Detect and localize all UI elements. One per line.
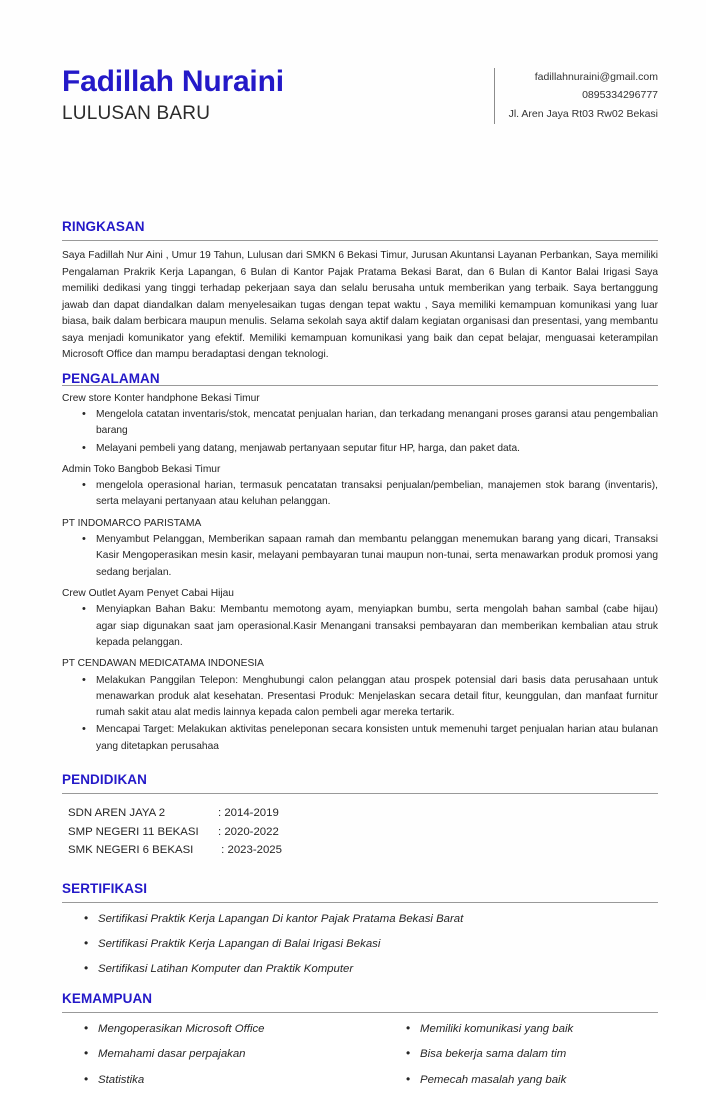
section-certification [62, 880, 658, 976]
section-education [62, 771, 658, 859]
education-divider [62, 793, 658, 794]
list-item: • Sertifikasi Praktik Kerja Lapangan di Balai Irigasi Bekasi [84, 939, 658, 950]
header-identity [62, 58, 284, 124]
education-years: : 2023-2025 [218, 844, 282, 857]
skills-divider [62, 1012, 658, 1013]
section-title-education: PENDIDIKAN [62, 772, 148, 788]
section-title-summary: RINGKASAN [62, 219, 145, 234]
contact-email: fadillahnuraini@gmail.com [534, 71, 658, 83]
contact-list [509, 68, 658, 124]
section-title-skills: KEMAMPUAN [62, 990, 153, 1006]
education-heading-row [62, 771, 658, 791]
section-title-certification: SERTIFIKASI [62, 880, 148, 896]
experience-company: Crew store Konter handphone Bekasi Timur [62, 392, 260, 404]
experience-company: PT INDOMARCO PARISTAMA [62, 517, 202, 529]
section-experience [62, 370, 658, 755]
list-item: • Memahami dasar perpajakan [84, 1049, 360, 1060]
education-row [68, 823, 658, 841]
section-summary [62, 218, 658, 364]
candidate-title: LULUSAN BARU [62, 102, 211, 124]
list-item: • Sertifikasi Latihan Komputer dan Praktik Komputer [84, 964, 658, 975]
experience-entry [62, 516, 658, 581]
certification-heading-row [62, 880, 658, 900]
skills-list-left [62, 1024, 360, 1086]
experience-entry [62, 462, 658, 511]
skills-column-right [360, 1024, 658, 1100]
resume-header [62, 58, 658, 154]
list-item: • mengelola operasional harian, termasuk pencatatan transaksi penjualan/pembelian, manajemen stok barang (inventaris), serta melayani pertanyaan atau keluhan pelanggan. [82, 478, 658, 511]
list-item: • Pemecah masalah yang baik [406, 1075, 658, 1086]
list-item: • Mencapai Target: Melakukan aktivitas peneleponan secara konsisten untuk memenuhi target penjualan harian atau bulanan yang ditetapkan perusahaa [82, 722, 658, 755]
education-row [68, 804, 658, 822]
list-item: • Sertifikasi Praktik Kerja Lapangan Di kantor Pajak Pratama Bekasi Barat [84, 914, 658, 925]
education-list [68, 804, 658, 859]
education-row [68, 841, 658, 859]
experience-duty-list [62, 407, 658, 457]
list-item: • Mengoperasikan Microsoft Office [84, 1024, 360, 1035]
education-school: SDN AREN JAYA 2 [68, 807, 166, 820]
list-item: • Menyiapkan Bahan Baku: Membantu memotong ayam, menyiapkan bumbu, serta mengolah bahan sambal (cabe hijau) agar siap digunakan saat jam operasional.Kasir Menangani transaksi pembayaran dan memberikan kembalian atau struk kepada pelanggan. [82, 602, 658, 651]
experience-heading-row [62, 370, 658, 390]
summary-text: Saya Fadillah Nur Aini , Umur 19 Tahun, Lulusan dari SMKN 6 Bekasi Timur, Jurusan Akuntansi Layanan Perbankan, Saya memiliki Pengalaman Prakrik Kerja Lapangan, 6 Bulan di Kantor Pajak Pratama Bekasi Barat, dan 6 Bulan di Kantor Balai Irigasi Saya memiliki dedikasi yang tinggi terhadap pekerjaan saya dan selalu berusaha untuk memberikan yang terbaik. Saya bertanggung jawab dan dapat diandalkan dalam menyelesaikan tugas dengan tepat waktu , Saya memiliki kemampuan komunikasi yang luar biasa, baik dalam berbicara maupun menulis. Selama sekolah saya aktif dalam kegiatan organisasi dan presentasi, yang membantu saya menjadi komunikator yang efektif. Memiliki kemampuan komunikasi yang baik dan cepat belajar, menguasai keterampilan Microsoft Office dan mampu beradaptasi dengan teknologi. [62, 250, 658, 361]
summary-divider [62, 240, 658, 241]
contact-address: Jl. Aren Jaya Rt03 Rw02 Bekasi [508, 107, 658, 120]
certification-list [62, 914, 658, 976]
list-item: • Menyambut Pelanggan, Memberikan sapaan ramah dan membantu pelanggan menemukan barang yang dicari, Transaksi Kasir Mengoperasikan mesin kasir, melayani pembayaran tunai maupun non-tunai, serta menawarkan produk promosi yang sedang berjalan. [82, 532, 658, 581]
section-title-experience: PENGALAMAN [62, 370, 160, 386]
certification-divider [62, 902, 658, 903]
skills-list-right [384, 1024, 658, 1086]
experience-company: PT CENDAWAN MEDICATAMA INDONESIA [62, 658, 264, 670]
education-years: : 2014-2019 [218, 807, 279, 820]
list-item: • Melayani pembeli yang datang, menjawab pertanyaan seputar fitur HP, harga, dan paket data. [82, 441, 658, 457]
experience-duty-list [62, 478, 658, 511]
list-item: • Melakukan Panggilan Telepon: Menghubungi calon pelanggan atau prospek potensial dari basis data perusahaan untuk menawarkan produk alat kesehatan. Presentasi Produk: Menjelaskan secara detail fitur, keunggulan, dan manfaat furnitur rumah sakit atau alat medis lainnya kepada calon pembeli agar mereka tertarik. [82, 673, 658, 722]
vertical-divider [494, 68, 495, 124]
experience-entry [62, 391, 658, 457]
contact-block [494, 58, 658, 124]
education-school: SMP NEGERI 11 BEKASI [68, 825, 199, 838]
experience-company: Admin Toko Bangbob Bekasi Timur [62, 463, 221, 475]
experience-duty-list [62, 673, 658, 756]
list-item: • Statistika [84, 1075, 360, 1086]
skills-columns [62, 1024, 658, 1100]
experience-entry [62, 586, 658, 651]
experience-duty-list [62, 532, 658, 581]
summary-heading-row [62, 218, 658, 238]
experience-duty-list [62, 602, 658, 651]
list-item: • Memiliki komunikasi yang baik [406, 1024, 658, 1035]
contact-phone: 0895334296777 [582, 89, 658, 102]
candidate-name: Fadillah Nuraini [62, 65, 284, 98]
section-skills [62, 990, 658, 1100]
list-item: • Bisa bekerja sama dalam tim [406, 1049, 658, 1060]
experience-entry [62, 656, 658, 755]
education-school: SMK NEGERI 6 BEKASI [68, 844, 194, 857]
education-years: : 2020-2022 [218, 825, 279, 838]
experience-company: Crew Outlet Ayam Penyet Cabai Hijau [62, 588, 234, 599]
skills-column-left [62, 1024, 360, 1100]
list-item: • Mengelola catatan inventaris/stok, mencatat penjualan harian, dan terkadang menangani proses garansi atau pengembalian barang [82, 407, 658, 440]
